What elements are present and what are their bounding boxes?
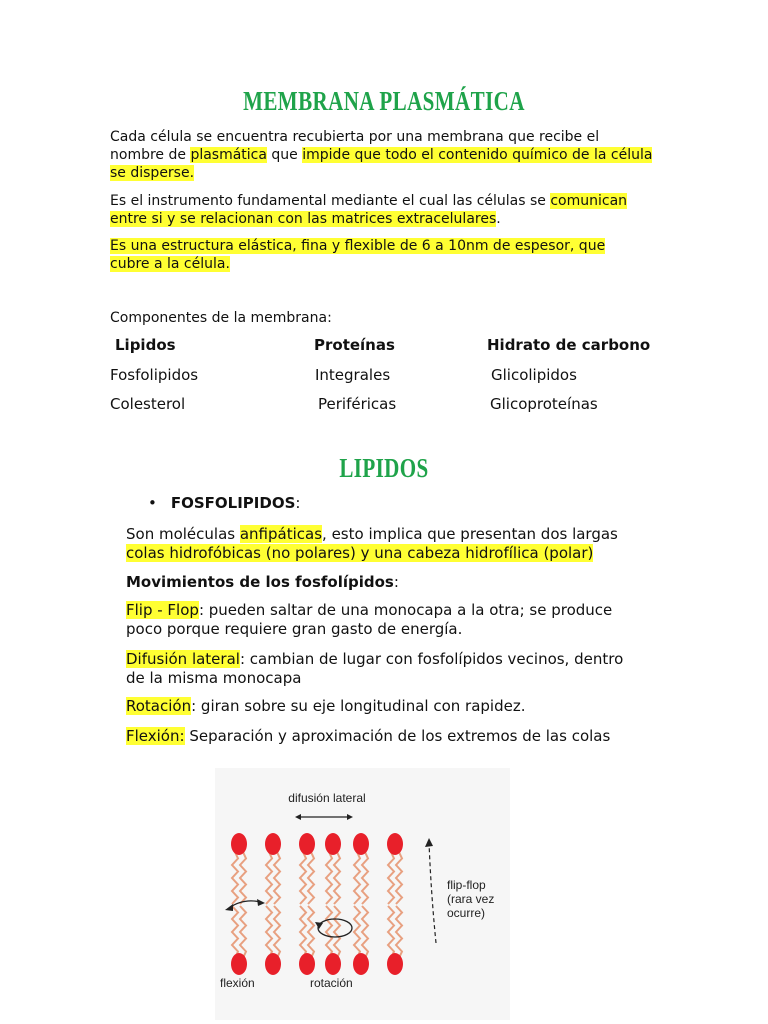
section-title-lipidos: LIPIDOS xyxy=(339,453,429,483)
highlight-term: Flexión: xyxy=(126,727,185,745)
highlight-term: Flip - Flop xyxy=(126,601,199,619)
bullet-colon: : xyxy=(295,494,301,512)
text-span: nombre de xyxy=(110,147,191,163)
flexion-label: flexión xyxy=(220,976,255,990)
flip-flop-label: flip-flop xyxy=(447,878,486,892)
highlight-comunican: comunican xyxy=(550,193,628,209)
lipid-head xyxy=(353,953,369,975)
highlight-disperse: se disperse. xyxy=(110,165,195,181)
lateral-diffusion-label: difusión lateral xyxy=(288,791,366,805)
intro-paragraph-2 xyxy=(110,192,627,228)
text-span: : cambian de lugar con fosfolípidos vecinos, dentro xyxy=(239,650,624,668)
desc-line xyxy=(126,525,618,544)
movement-line: poco porque requiere gran gasto de energía. xyxy=(126,620,463,638)
lipid-head xyxy=(387,833,403,855)
lipid-head xyxy=(325,953,341,975)
text-span: . xyxy=(496,211,501,227)
movements-title-colon: : xyxy=(393,573,399,591)
flip-flop-label-rare: (rara vez xyxy=(447,892,495,906)
intro-line xyxy=(110,146,652,164)
highlight-colas: colas hidrofóbicas (no polares) y una cabeza hidrofílica (polar) xyxy=(126,544,594,562)
components-cell: Periféricas xyxy=(318,395,397,413)
lipid-head xyxy=(265,953,281,975)
text-span: Separación y aproximación de los extremos de las colas xyxy=(184,727,611,745)
components-cell: Glicolipidos xyxy=(491,366,577,384)
highlight-anfipaticas: anfipáticas xyxy=(239,525,323,543)
components-header-lipidos: Lipidos xyxy=(115,336,176,354)
movement-difusion-lateral xyxy=(126,650,623,688)
movement-line xyxy=(126,650,623,669)
lipid-head xyxy=(387,953,403,975)
desc-line xyxy=(126,544,618,563)
phospholipid-movement-figure xyxy=(215,768,510,1020)
intro-line xyxy=(110,237,605,255)
lipid-head xyxy=(353,833,369,855)
lipid-head xyxy=(231,833,247,855)
components-header-hidrato: Hidrato de carbono xyxy=(487,336,651,354)
movements-title xyxy=(126,573,399,592)
movement-flip-flop xyxy=(126,601,612,639)
highlight-estructura: Es una estructura elástica, fina y flexible de 6 a 10nm de espesor, que xyxy=(110,238,606,254)
movement-line: de la misma monocapa xyxy=(126,669,302,687)
lipid-head xyxy=(299,953,315,975)
bullet-label: FOSFOLIPIDOS xyxy=(170,494,296,512)
text-span: que xyxy=(266,147,303,163)
components-cell: Integrales xyxy=(315,366,391,384)
movements-title-text: Movimientos de los fosfolípidos xyxy=(126,573,394,591)
intro-line xyxy=(110,255,605,273)
intro-paragraph-3 xyxy=(110,237,605,273)
rotation-label: rotación xyxy=(310,976,353,990)
text-span: Son moléculas xyxy=(126,525,240,543)
bullet-glyph: • xyxy=(148,494,157,512)
intro-line xyxy=(110,210,627,228)
components-cell: Colesterol xyxy=(110,395,186,413)
components-cell: Fosfolipidos xyxy=(110,366,199,384)
movement-flexion xyxy=(126,727,610,746)
text-span: Es el instrumento fundamental mediante el cual las células se xyxy=(110,193,551,209)
flip-flop-label-occurs: ocurre) xyxy=(447,906,486,920)
movement-line xyxy=(126,727,610,746)
bullet-fosfolipidos xyxy=(148,494,300,513)
movement-rotacion xyxy=(126,697,525,716)
highlight-impide: impide que todo el contenido químico de la célula xyxy=(302,147,653,163)
intro-line xyxy=(110,192,627,210)
lipid-head xyxy=(299,833,315,855)
intro-line: Cada célula se encuentra recubierta por una membrana que recibe el xyxy=(110,129,600,145)
lipid-head xyxy=(231,953,247,975)
highlight-matrices: entre si y se relacionan con las matrices extracelulares xyxy=(110,211,497,227)
movement-line xyxy=(126,697,525,716)
highlight-plasmatica: plasmática xyxy=(190,147,267,163)
highlight-term: Difusión lateral xyxy=(126,650,240,668)
text-span: : pueden saltar de una monocapa a la otra; se produce xyxy=(198,601,613,619)
components-heading: Componentes de la membrana: xyxy=(110,310,332,326)
lipid-head xyxy=(325,833,341,855)
page-title: MEMBRANA PLASMÁTICA xyxy=(243,86,525,116)
text-span: : giran sobre su eje longitudinal con rapidez. xyxy=(191,697,526,715)
lipid-head xyxy=(265,833,281,855)
highlight-cubre: cubre a la célula. xyxy=(110,256,230,272)
components-cell: Glicoproteínas xyxy=(490,395,598,413)
highlight-term: Rotación xyxy=(126,697,192,715)
text-span: , esto implica que presentan dos largas xyxy=(322,525,618,543)
movement-line xyxy=(126,601,612,620)
intro-paragraph-1 xyxy=(110,128,652,182)
fosfolipidos-description xyxy=(126,525,618,563)
intro-line xyxy=(110,164,652,182)
components-header-proteinas: Proteínas xyxy=(314,336,395,354)
